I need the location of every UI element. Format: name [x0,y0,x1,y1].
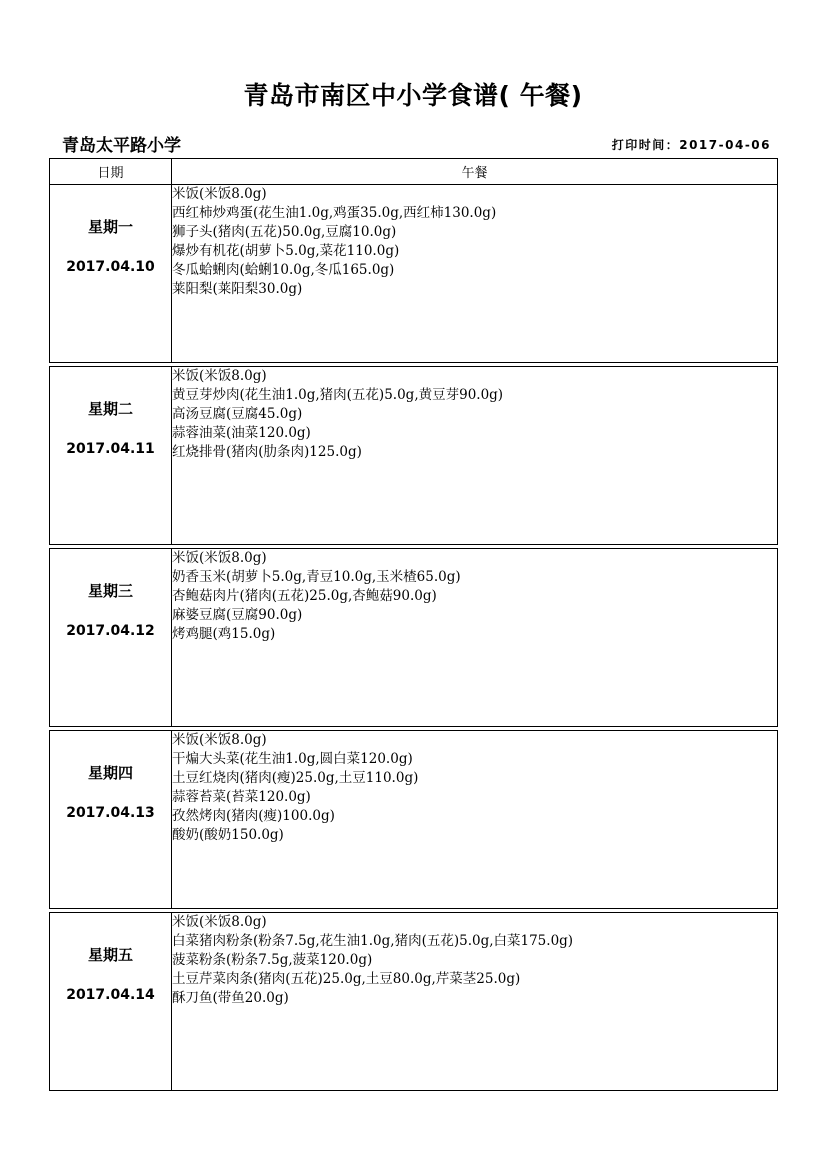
date-label: 2017.04.10 [66,259,155,275]
date-label: 2017.04.14 [66,987,155,1003]
dish-item: 杏鲍菇肉片(猪肉(五花)25.0g,杏鲍菇90.0g) [172,588,437,604]
dishes-cell [172,367,778,545]
date-cell [50,185,172,363]
date-label: 2017.04.11 [66,441,155,457]
dish-item: 酸奶(酸奶150.0g) [172,827,284,843]
table-row [50,549,778,727]
table-row [50,185,778,363]
weekday-label: 星期五 [87,946,133,964]
dish-item: 莱阳梨(莱阳梨30.0g) [172,281,303,297]
table-row [50,731,778,909]
weekday-label: 星期一 [87,218,133,236]
table-row [50,367,778,545]
dish-item: 米饭(米饭8.0g) [172,732,267,748]
dish-item: 红烧排骨(猪肉(肋条肉)125.0g) [172,444,362,460]
dish-item: 蒜蓉油菜(油菜120.0g) [172,425,311,441]
date-cell [50,731,172,909]
dish-item: 白菜猪肉粉条(粉条7.5g,花生油1.0g,猪肉(五花)5.0g,白菜175.0g) [172,933,574,949]
dish-item: 爆炒有机花(胡萝卜5.0g,菜花110.0g) [172,243,400,259]
school-name: 青岛太平路小学 [62,136,181,156]
dish-item: 烤鸡腿(鸡15.0g) [172,626,276,642]
dish-item: 孜然烤肉(猪肉(瘦)100.0g) [172,808,335,824]
dish-item: 土豆红烧肉(猪肉(瘦)25.0g,土豆110.0g) [172,770,419,786]
table-header-row [50,159,778,185]
dish-item: 米饭(米饭8.0g) [172,186,267,202]
dish-item: 黄豆芽炒肉(花生油1.0g,猪肉(五花)5.0g,黄豆芽90.0g) [172,387,504,403]
dish-item: 奶香玉米(胡萝卜5.0g,青豆10.0g,玉米楂65.0g) [172,569,461,585]
dish-item: 冬瓜蛤蜊肉(蛤蜊10.0g,冬瓜165.0g) [172,262,395,278]
weekday-label: 星期三 [87,582,133,600]
menu-table [49,158,778,1091]
dishes-cell [172,913,778,1091]
dish-item: 米饭(米饭8.0g) [172,550,267,566]
date-cell [50,913,172,1091]
date-cell [50,367,172,545]
dish-item: 米饭(米饭8.0g) [172,914,267,930]
date-cell [50,549,172,727]
date-label: 2017.04.12 [66,623,155,639]
dishes-cell [172,185,778,363]
dishes-cell [172,731,778,909]
print-time: 打印时间：2017-04-06 [611,138,771,152]
weekday-label: 星期四 [87,764,133,782]
dish-item: 米饭(米饭8.0g) [172,368,267,384]
dishes-cell [172,549,778,727]
dish-item: 高汤豆腐(豆腐45.0g) [172,406,303,422]
dish-item: 酥刀鱼(带鱼20.0g) [172,990,289,1006]
weekday-label: 星期二 [87,400,133,418]
dish-item: 狮子头(猪肉(五花)50.0g,豆腐10.0g) [172,224,397,240]
dish-item: 西红柿炒鸡蛋(花生油1.0g,鸡蛋35.0g,西红柿130.0g) [172,205,497,221]
table-row [50,913,778,1091]
dish-item: 麻婆豆腐(豆腐90.0g) [172,607,303,623]
dish-item: 土豆芹菜肉条(猪肉(五花)25.0g,土豆80.0g,芹菜茎25.0g) [172,971,521,987]
dish-item: 干煸大头菜(花生油1.0g,圆白菜120.0g) [172,751,413,767]
page-title: 青岛市南区中小学食谱( 午餐) [243,81,583,110]
dish-item: 蒜蓉苔菜(苔菜120.0g) [172,789,311,805]
menu-body [50,185,778,1091]
column-header-lunch: 午餐 [172,159,778,185]
dish-item: 菠菜粉条(粉条7.5g,菠菜120.0g) [172,952,373,968]
column-header-date: 日期 [50,159,172,185]
date-label: 2017.04.13 [66,805,155,821]
